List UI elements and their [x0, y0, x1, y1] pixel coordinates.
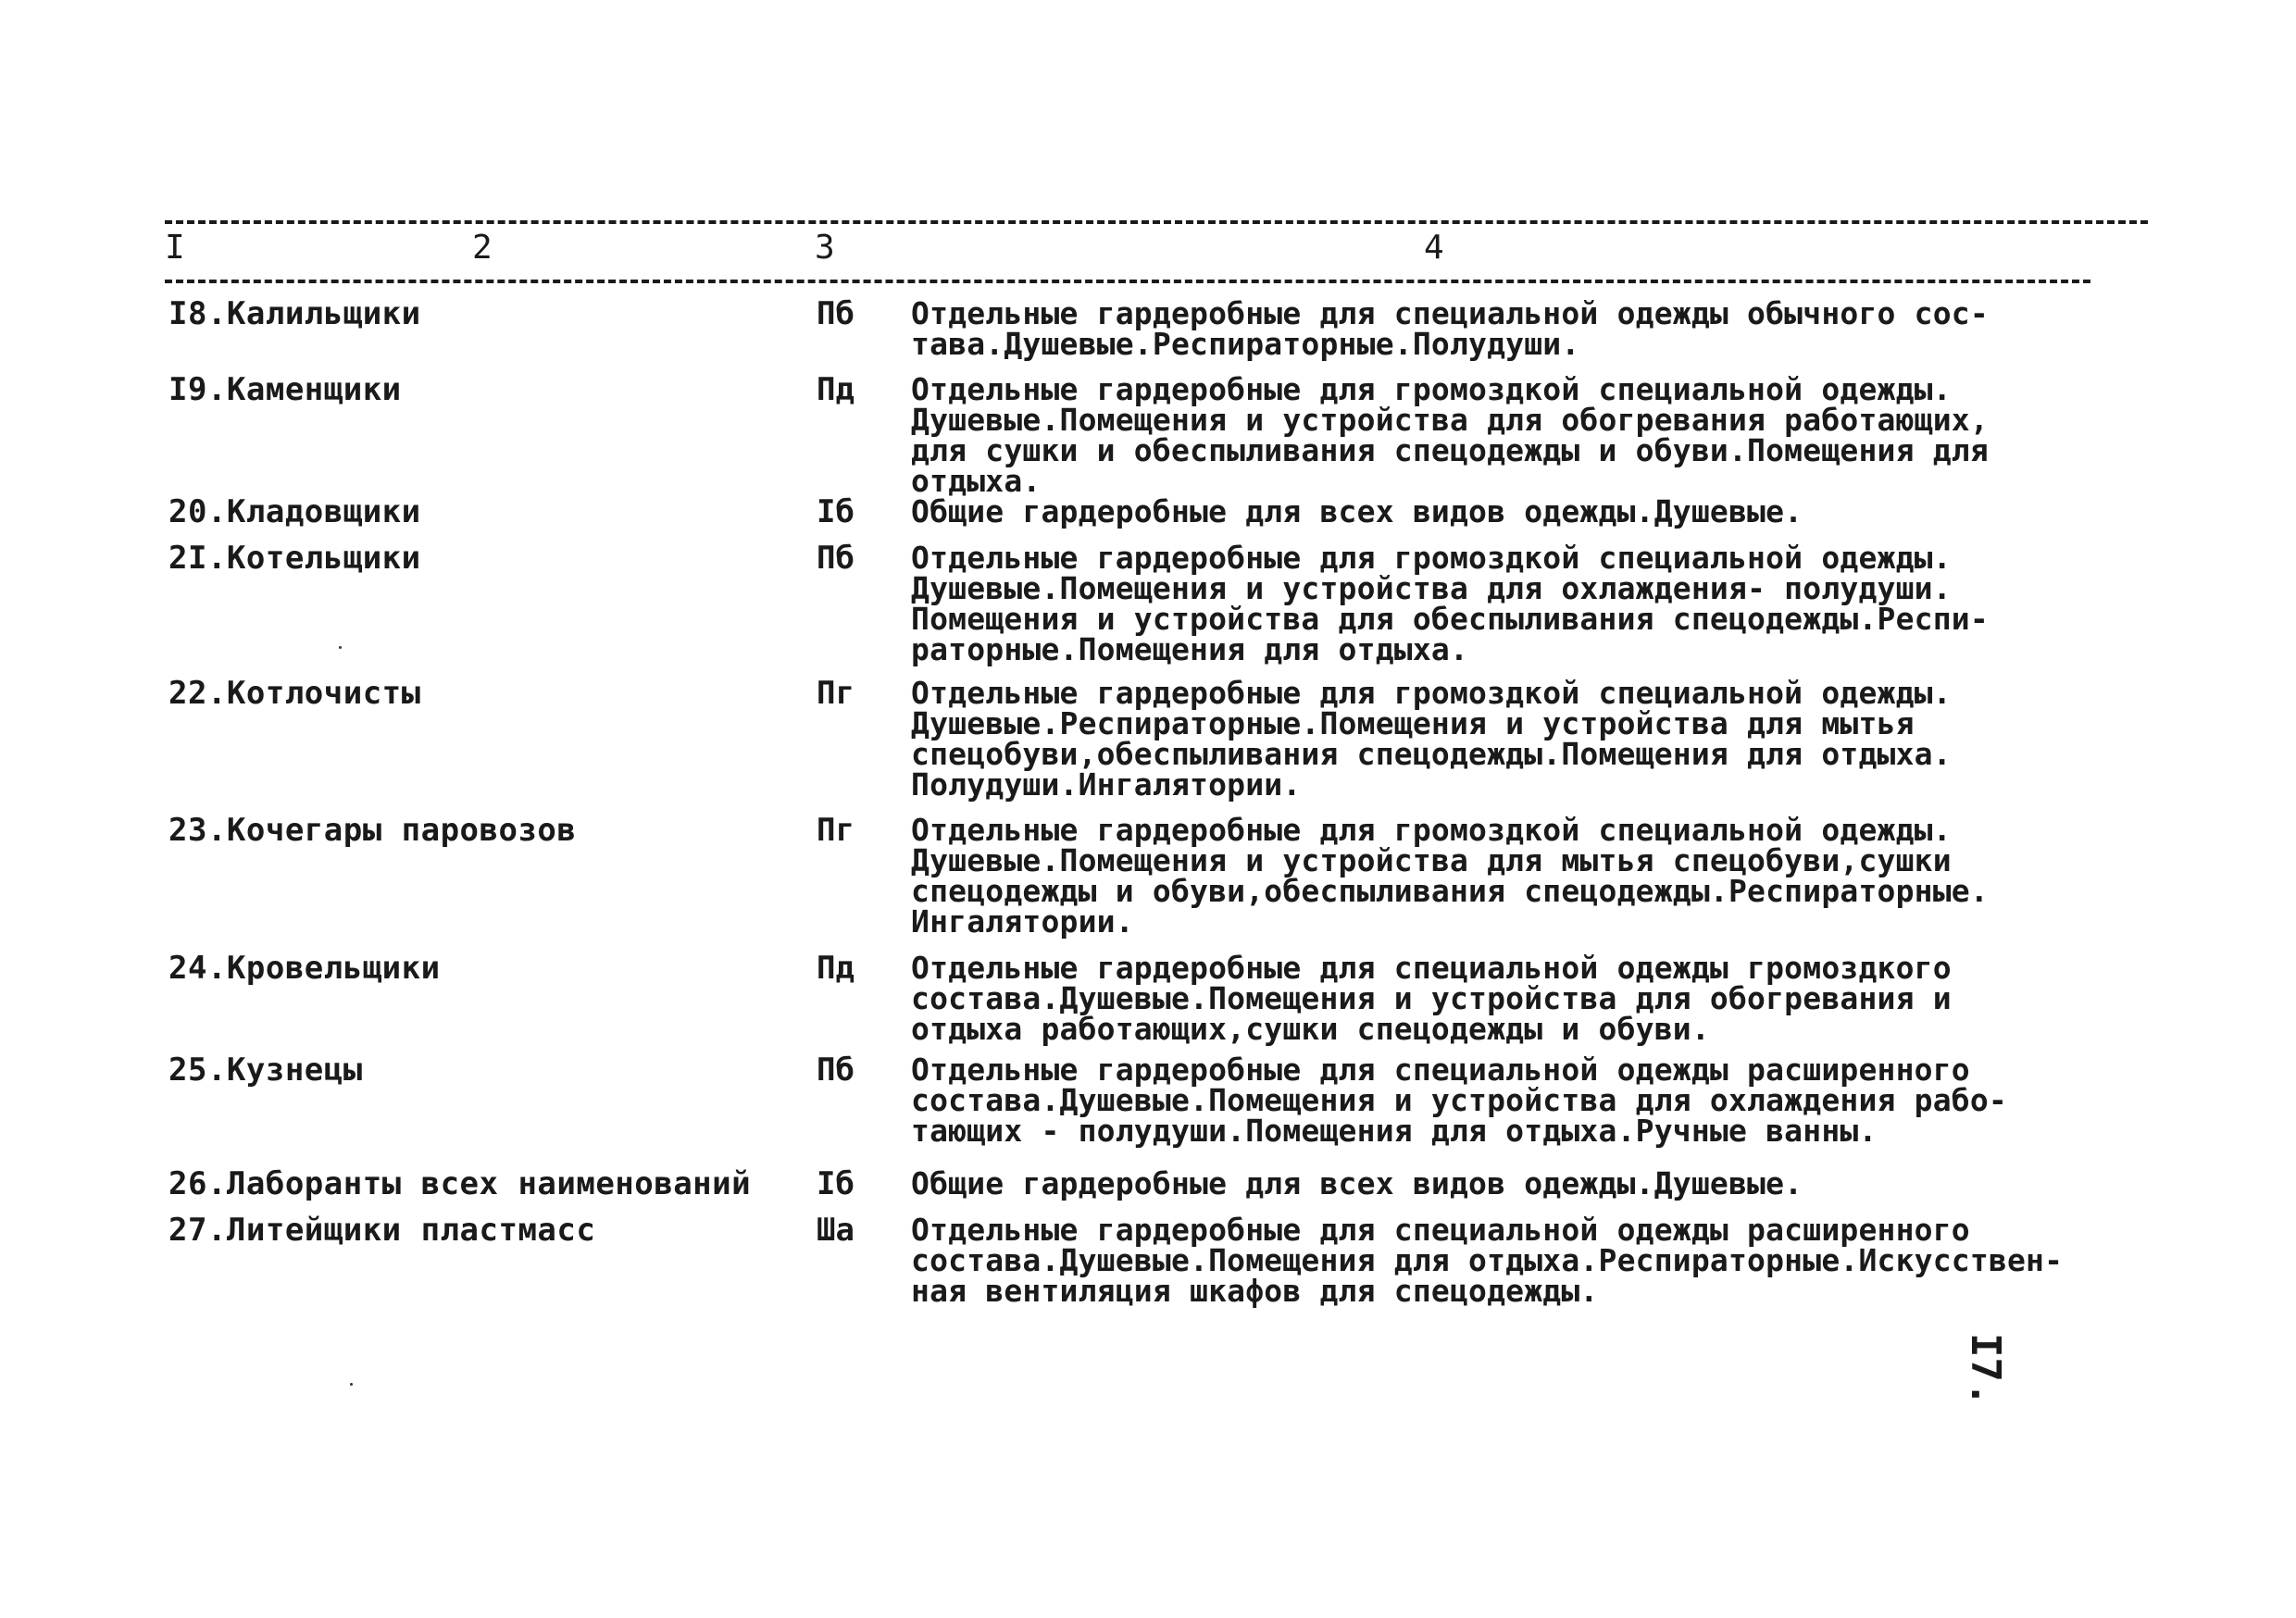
description-line: отдыха. — [911, 463, 1042, 499]
group-code: Пб — [817, 1052, 855, 1089]
description-line: Отдельные гардеробные для специальной одежды громоздкого — [911, 950, 1952, 986]
page-number: I7. — [1962, 1333, 2009, 1407]
facilities-description — [911, 371, 2142, 499]
facilities-description — [911, 542, 2142, 665]
profession-name: 26.Лаборанты всех наименований — [168, 1165, 752, 1202]
facilities-description — [911, 812, 2142, 940]
description-line: состава.Душевые.Помещения для отдыха.Респираторные.Искусствен- — [911, 1242, 2064, 1278]
facilities-description — [911, 1165, 2142, 1201]
description-line: Отдельные гардеробные для громоздкой специальной одежды. — [911, 371, 1952, 407]
column-header-3: 3 — [815, 229, 835, 267]
group-code: Iб — [817, 493, 855, 530]
description-line: Отдельные гардеробные для специальной одежды расширенного — [911, 1052, 1970, 1088]
description-line: Отдельные гардеробные для специальной одежды расширенного — [911, 1212, 1970, 1248]
profession-name: 2I.Котельщики — [168, 540, 421, 577]
facilities-description — [911, 493, 2142, 529]
profession-name: 25.Кузнецы — [168, 1052, 363, 1089]
description-line: Душевые.Помещения и устройства для обогревания работающих, — [911, 402, 1989, 438]
group-code: Пг — [817, 812, 855, 849]
description-line: спецобуви,обеспыливания спецодежды.Помещения для отдыха. — [911, 736, 1952, 772]
description-line: Отдельные гардеробные для громоздкой специальной одежды. — [911, 675, 1952, 711]
description-line: спецодежды и обуви,обеспыливания спецодежды.Респираторные. — [911, 873, 1989, 909]
scan-speck — [339, 646, 342, 649]
group-code: Пб — [817, 295, 855, 332]
column-header-1: I — [165, 229, 185, 267]
facilities-description — [911, 1052, 2142, 1149]
description-line: Отдельные гардеробные для громоздкой специальной одежды. — [911, 540, 1952, 576]
description-line: отдыха работающих,сушки спецодежды и обуви. — [911, 1011, 1710, 1047]
column-header-2: 2 — [472, 229, 493, 267]
description-line: раторные.Помещения для отдыха. — [911, 631, 1469, 667]
group-code: Пд — [817, 950, 855, 987]
description-line: для сушки и обеспыливания спецодежды и обуви.Помещения для — [911, 432, 1989, 468]
profession-name: I8.Калильщики — [168, 295, 421, 332]
scan-speck — [350, 1383, 353, 1386]
description-line: тава.Душевые.Респираторные.Полудуши. — [911, 326, 1580, 362]
group-code: Пд — [817, 371, 855, 408]
description-line: ная вентиляция шкафов для спецодежды. — [911, 1273, 1599, 1309]
description-line: Душевые.Помещения и устройства для мытья спецобуви,сушки — [911, 842, 1952, 878]
table-top-rule — [165, 220, 2148, 224]
description-line: состава.Душевые.Помещения и устройства для охлаждения рабо- — [911, 1082, 2007, 1118]
group-code: Пб — [817, 540, 855, 577]
description-line: Полудуши.Ингалятории. — [911, 766, 1302, 803]
facilities-description — [911, 1212, 2142, 1309]
description-line: Душевые.Респираторные.Помещения и устройства для мытья — [911, 705, 1915, 741]
facilities-description — [911, 295, 2142, 362]
description-line: Ингалятории. — [911, 903, 1134, 940]
profession-name: 22.Котлочисты — [168, 675, 421, 712]
description-line: Общие гардеробные для всех видов одежды.Душевые. — [911, 493, 1803, 529]
description-line: состава.Душевые.Помещения и устройства для обогревания и — [911, 980, 1952, 1016]
group-code: Iб — [817, 1165, 855, 1202]
description-line: Отдельные гардеробные для специальной одежды обычного сос- — [911, 295, 1989, 331]
column-header-4: 4 — [1424, 229, 1444, 267]
profession-name: 24.Кровельщики — [168, 950, 441, 987]
description-line: Помещения и устройства для обеспыливания спецодежды.Респи- — [911, 601, 1989, 637]
description-line: Душевые.Помещения и устройства для охлаждения- полудуши. — [911, 570, 1952, 606]
group-code: Пг — [817, 675, 855, 712]
profession-name: 27.Литейщики пластмасс — [168, 1212, 596, 1249]
facilities-description — [911, 950, 2142, 1047]
description-line: Общие гардеробные для всех видов одежды.Душевые. — [911, 1165, 1803, 1201]
group-code: Ша — [817, 1212, 855, 1249]
profession-name: 20.Кладовщики — [168, 493, 421, 530]
facilities-description — [911, 675, 2142, 803]
profession-name: I9.Каменщики — [168, 371, 402, 408]
description-line: Отдельные гардеробные для громоздкой специальной одежды. — [911, 812, 1952, 848]
profession-name: 23.Кочегары паровозов — [168, 812, 577, 849]
table-header-rule — [165, 280, 2090, 283]
description-line: тающих - полудуши.Помещения для отдыха.Ручные ванны. — [911, 1113, 1878, 1149]
